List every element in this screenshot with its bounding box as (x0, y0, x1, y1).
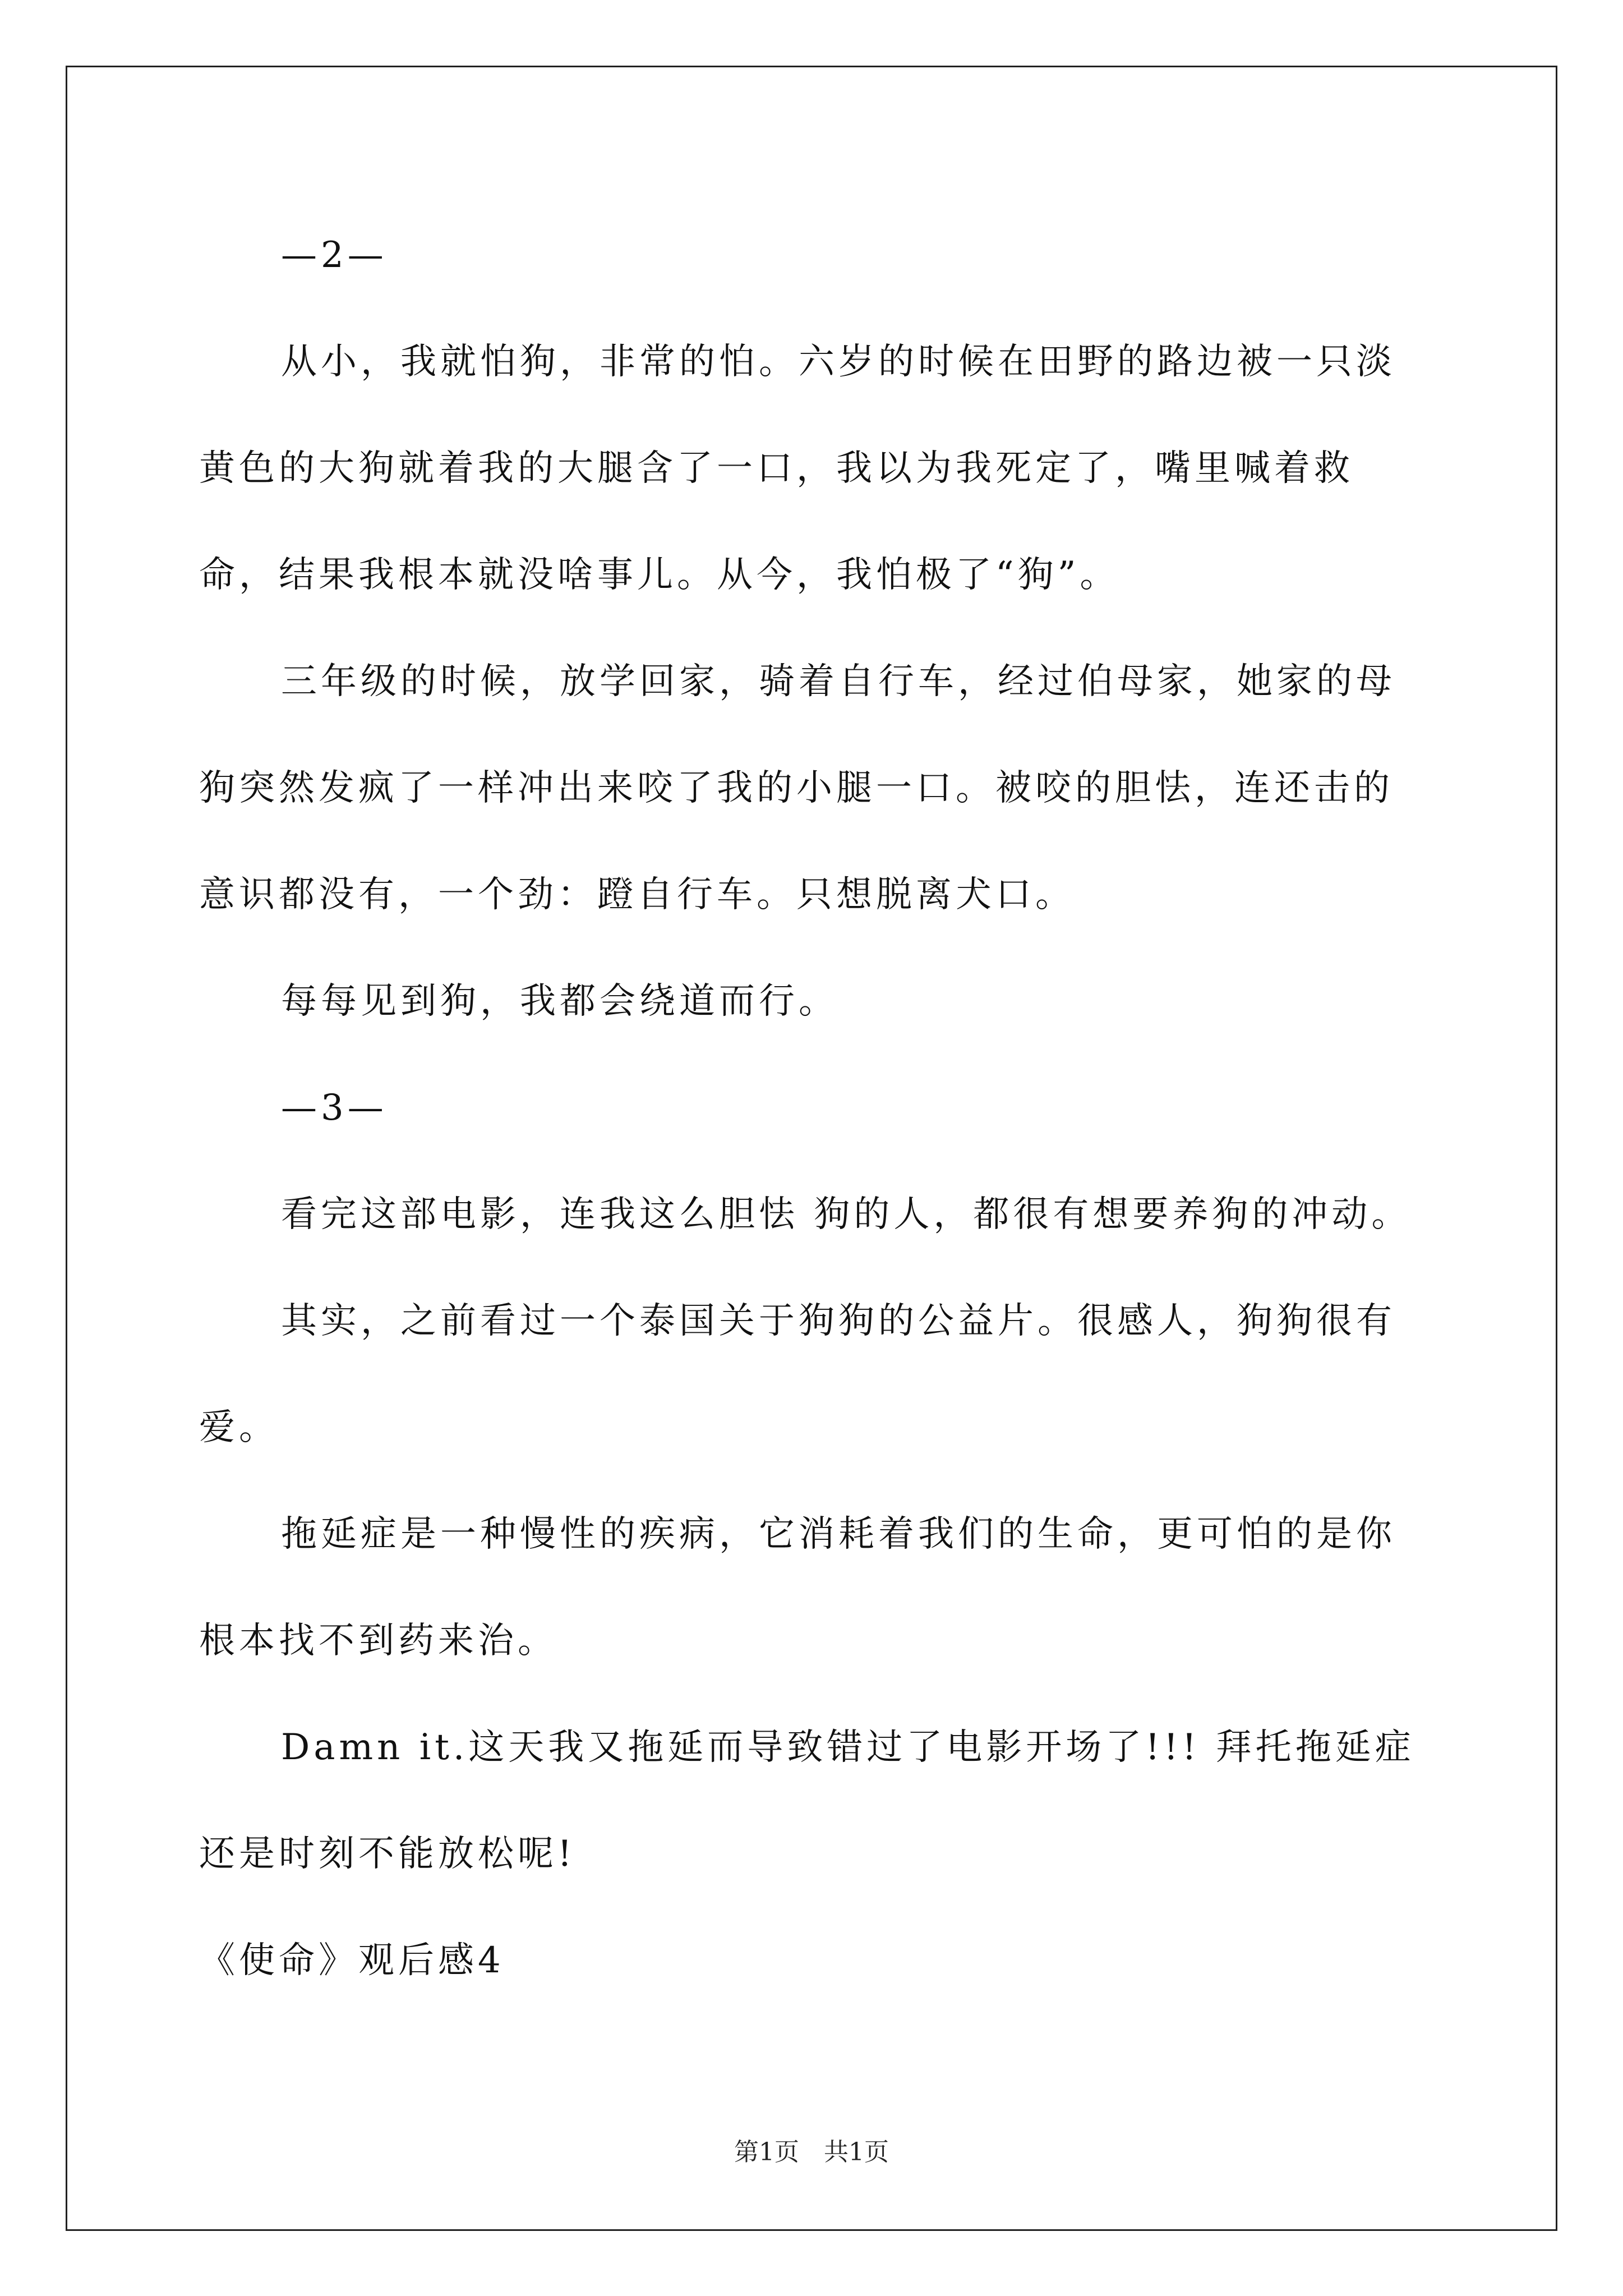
paragraph-procrastination: 拖延症是一种慢性的疾病，它消耗着我们的生命，更可怕的是你根本找不到药来治。 (199, 1513, 1396, 1662)
document-body (199, 202, 1433, 2014)
page-footer: 第1页 共1页 (734, 2138, 889, 2166)
paragraph-thai-ad: 其实，之前看过一个泰国关于狗狗的公益片。很感人，狗狗很有爱。 (199, 1300, 1396, 1448)
section-marker-2: —2— (281, 234, 388, 276)
paragraph-third-grade: 三年级的时候，放学回家，骑着自行车，经过伯母家，她家的母狗突然发疯了一样冲出来咬了我的小腿一口。被咬的胆怯，连还击的意识都没有，一个劲：蹬自行车。只想脱离犬口。 (199, 661, 1396, 915)
section-heading: 《使命》观后感4 (199, 1940, 505, 1981)
paragraph-after-movie: 看完这部电影，连我这么胆怯 狗的人，都很有想要养狗的冲动。 (281, 1194, 1412, 1235)
paragraph-avoid-dogs: 每每见到狗，我都会绕道而行。 (281, 981, 838, 1022)
section-marker-3: —3— (281, 1087, 388, 1129)
paragraph-damn-it: Damn it.这天我又拖延而导致错过了电影开场了!!! 拜托拖延症还是时刻不能放松呢! (199, 1727, 1415, 1875)
paragraph-fear-of-dogs: 从小，我就怕狗，非常的怕。六岁的时候在田野的路边被一只淡黄色的大狗就着我的大腿含了一口，我以为我死定了，嘴里喊着救命，结果我根本就没啥事儿。从今，我怕极了“狗”。 (199, 341, 1396, 596)
